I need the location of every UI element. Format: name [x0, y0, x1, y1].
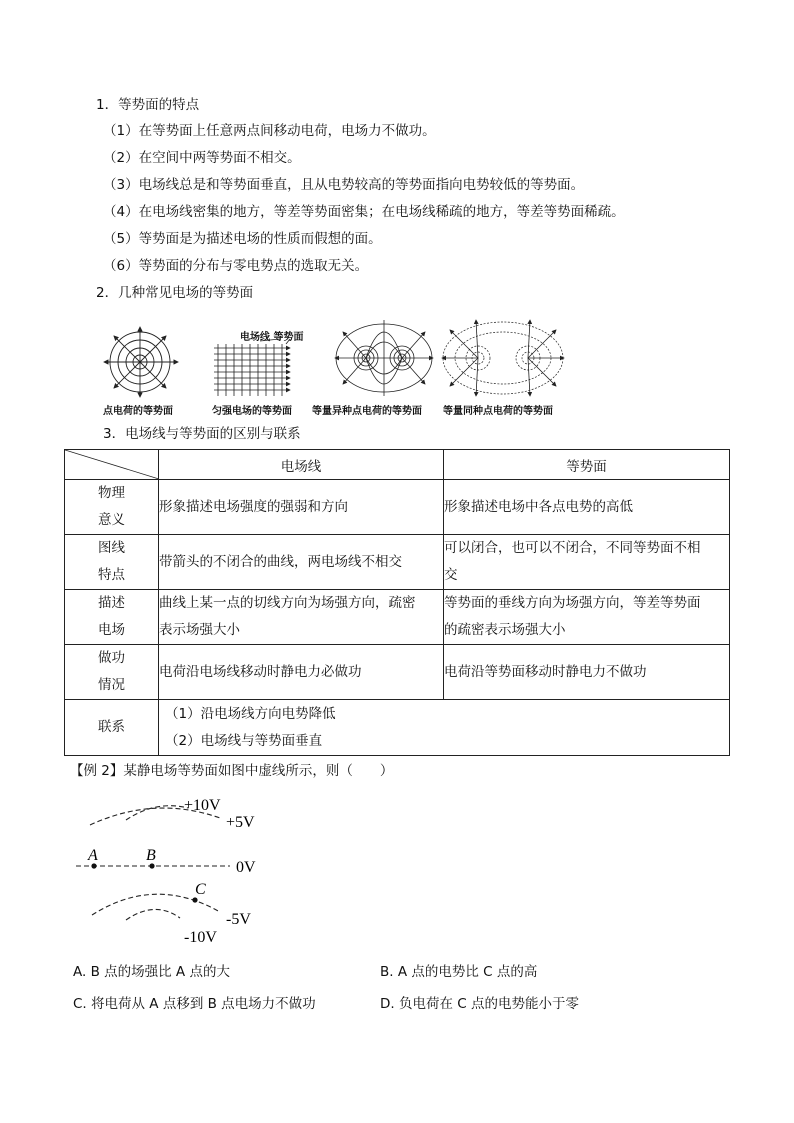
opposite-charges-equipotential-figure: [333, 318, 435, 400]
option-d[interactable]: D. 负电荷在 C 点的电势能小于零: [380, 996, 579, 1012]
uniform-field-equipotential-figure: [214, 338, 296, 400]
point-b-dot: [149, 863, 154, 868]
table-corner-cell: [65, 450, 159, 480]
field-line-cell: 电荷沿电场线移动时静电力必做功: [159, 645, 444, 700]
table-row-link: [65, 700, 730, 756]
equipotential-cell: 电荷沿等势面移动时静电力不做功: [444, 645, 730, 700]
label-plus-5v: +5V: [226, 814, 255, 831]
property-item-3: （3）电场线总是和等势面垂直，且从电势较高的等势面指向电势较低的等势面。: [103, 177, 585, 193]
point-c-dot: [192, 897, 197, 902]
example-equipotential-diagram: [70, 790, 280, 950]
table-row: [65, 645, 730, 700]
property-item-4: （4）在电场线密集的地方，等差等势面密集；在电场线稀疏的地方，等差等势面稀疏。: [103, 204, 625, 220]
table-row: [65, 480, 730, 535]
caption-opposite-charges: 等量异种点电荷的等势面: [312, 406, 422, 417]
option-c[interactable]: C. 将电荷从 A 点移到 B 点电场力不做功: [73, 996, 316, 1012]
point-a-dot: [91, 863, 96, 868]
row-label: 图线 特点: [65, 535, 159, 590]
option-b[interactable]: B. A 点的电势比 C 点的高: [380, 964, 538, 980]
label-point-c: C: [195, 881, 206, 898]
option-a[interactable]: A. B 点的场强比 A 点的大: [73, 964, 230, 980]
section2-heading: 2．几种常见电场的等势面: [96, 285, 254, 301]
label-minus-10v: -10V: [184, 929, 217, 946]
row-label: 做功 情况: [65, 645, 159, 700]
table-row: [65, 535, 730, 590]
example-title: 【例 2】某静电场等势面如图中虚线所示，则（ ）: [70, 763, 394, 779]
caption-like-charges: 等量同种点电荷的等势面: [443, 406, 553, 417]
label-plus-10v: +10V: [184, 797, 221, 814]
caption-uniform-field: 匀强电场的等势面: [212, 406, 292, 417]
column-header-equipotential: 等势面: [444, 450, 730, 480]
row-label: 物理 意义: [65, 480, 159, 535]
label-minus-5v: -5V: [226, 911, 251, 928]
like-charges-equipotential-figure: [440, 318, 566, 400]
row-label: 联系: [65, 700, 159, 756]
column-header-field-line: 电场线: [159, 450, 444, 480]
label-zero-v: 0V: [236, 859, 256, 876]
equipotential-cell: 可以闭合，也可以不闭合，不同等势面不相 交: [444, 535, 730, 590]
equipotential-cell: 形象描述电场中各点电势的高低: [444, 480, 730, 535]
caption-point-charge: 点电荷的等势面: [103, 406, 173, 417]
property-item-6: （6）等势面的分布与零电势点的选取无关。: [103, 258, 369, 274]
property-item-2: （2）在空间中两等势面不相交。: [103, 150, 301, 166]
equipotential-cell: 等势面的垂线方向为场强方向，等差等势面 的疏密表示场强大小: [444, 590, 730, 645]
section3-heading: 3．电场线与等势面的区别与联系: [103, 426, 301, 442]
point-charge-equipotential-figure: [100, 325, 182, 399]
row-label: 描述 电场: [65, 590, 159, 645]
field-line-cell: 曲线上某一点的切线方向为场强方向，疏密 表示场强大小: [159, 590, 444, 645]
comparison-table: [64, 449, 730, 756]
field-line-cell: 形象描述电场强度的强弱和方向: [159, 480, 444, 535]
label-point-a: A: [88, 847, 98, 864]
table-row: [65, 590, 730, 645]
field-line-cell: 带箭头的不闭合的曲线，两电场线不相交: [159, 535, 444, 590]
table-header-row: [65, 450, 730, 480]
label-point-b: B: [146, 847, 156, 864]
property-item-1: （1）在等势面上任意两点间移动电荷，电场力不做功。: [103, 123, 436, 139]
figure-legend-label: 电场线 等势面: [240, 332, 304, 343]
link-cell: （1）沿电场线方向电势降低 （2）电场线与等势面垂直: [159, 700, 730, 756]
section1-heading: 1．等势面的特点: [96, 97, 200, 113]
property-item-5: （5）等势面是为描述电场的性质而假想的面。: [103, 231, 382, 247]
